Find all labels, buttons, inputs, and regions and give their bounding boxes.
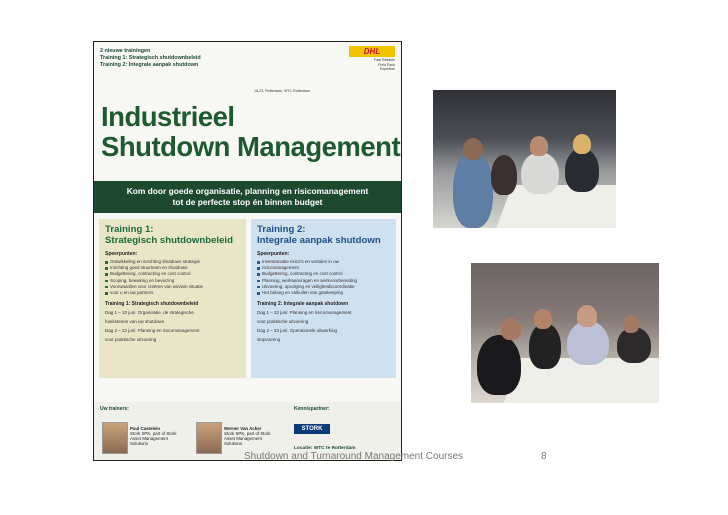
person-head-shape (501, 318, 521, 340)
trainers-label: Uw trainers: (100, 406, 129, 412)
training2-panel (251, 219, 396, 378)
trainer2-photo (196, 422, 222, 454)
slide-footer-text: Shutdown and Turnaround Management Courses (244, 451, 464, 462)
tagline-band (94, 181, 401, 213)
stork-logo: STORK (294, 424, 330, 434)
person-shape (567, 321, 609, 365)
list-item: risicomanagement (257, 265, 390, 271)
trainer1-photo (102, 422, 128, 454)
day-line: Dag 1 – 22 juni: Planning en risicomanagement (257, 310, 352, 316)
brochure-image (93, 41, 402, 461)
list-item: Ontwikkeling en inrichting shutdown strategie (105, 259, 240, 265)
day-line: voor praktische uitvoering (105, 337, 157, 343)
person-shape (521, 152, 559, 194)
training2-schedule-title: Training 2: Integrale aanpak shutdown (257, 301, 349, 308)
person-head-shape (573, 134, 591, 154)
meeting-photo-2 (471, 263, 659, 403)
trainer-name: Paul Castelein (130, 426, 161, 431)
tagline-line: Kom door goede organisatie, planning en risicomanagement (126, 186, 369, 196)
person-head-shape (534, 309, 552, 329)
intro-line: Training 1: Strategisch shutdownbeleid (100, 55, 201, 61)
training1-heading: Training 1: (105, 224, 154, 235)
list-item: Uitvoering, opvolging en veiligheidscoördinatie (257, 284, 390, 290)
meeting-photo-1 (433, 90, 616, 228)
training1-schedule-title: Training 1: Strategisch shutdownbeleid (105, 301, 199, 308)
person-shape (453, 150, 493, 228)
list-item: Inventarisatie risico's en vertalen in uw (257, 259, 390, 265)
training1-points (105, 259, 240, 296)
location-text: Locatie: WTC te Rotterdam (294, 446, 356, 451)
dhl-sub-line: Expertise (380, 67, 395, 71)
person-shape (529, 323, 561, 369)
training2-subheading: Integrale aanpak shutdown (257, 235, 381, 246)
trainer2-info (224, 426, 271, 446)
list-item: voor u en uw partners (105, 290, 240, 296)
training1-subheading: Strategisch shutdownbeleid (105, 235, 233, 246)
day-line: hoekstenen van uw shutdown (105, 319, 165, 325)
day-line: Dag 2 – 23 juni: Operationele uitwerking (257, 328, 338, 334)
list-item: Voorwaarden voor creëren van win/win situatie (105, 284, 240, 290)
day-line: Dag 1 – 10 juni: Organisatie, de strategische (105, 310, 194, 316)
trainer-name: Werner Van Acker (224, 426, 262, 431)
trainer-line: Asset Management (130, 436, 168, 441)
intro-line: 2 nieuwe trainingen (100, 48, 151, 54)
day-line: Dag 2 – 22 juni: Planning en risicomanagement (105, 328, 200, 334)
title-line: Shutdown Management (101, 131, 401, 162)
tagline-line: tot de perfecte stop én binnen budget (172, 197, 323, 207)
dhl-sub-line: Fast Reliable (374, 58, 395, 62)
trainer-line: Solutions (224, 441, 243, 446)
trainer-line: Stork SPK, part of Stork (130, 431, 177, 436)
trainer-line: Solutions (130, 441, 149, 446)
person-shape (477, 335, 521, 395)
brochure-title (101, 102, 401, 162)
list-item: Inrichting goed stuurteam en shutdown (105, 265, 240, 271)
list-item: Budgettering, contracting en cost control (105, 271, 240, 277)
person-shape (565, 148, 599, 192)
day-line: stopvoering (257, 337, 281, 343)
trainer-line: Stork SPK, part of Stork (224, 431, 271, 436)
speerpunten-label: Speerpunten: (257, 251, 290, 257)
person-head-shape (463, 138, 483, 160)
trainer-line: Asset Management (224, 436, 262, 441)
list-item: Planning, werkaanvragen en werkvoorbereiding (257, 278, 390, 284)
person-head-shape (577, 305, 597, 327)
list-item: Budgettering, contracting en cost control (257, 271, 390, 277)
speerpunten-label: Speerpunten: (105, 251, 138, 257)
dhl-logo: DHL (349, 46, 395, 57)
person-head-shape (530, 136, 548, 156)
brochure-meta: 18-23, Rotterdam, WTC Rotterdam (254, 89, 310, 93)
training2-heading: Training 2: (257, 224, 306, 235)
title-line: Industrieel (101, 101, 235, 132)
dhl-subtext (349, 58, 395, 72)
intro-line: Training 2: Integrale aanpak shutdown (100, 62, 199, 68)
list-item: Scoping, bewaking en beviezing (105, 278, 240, 284)
training1-panel (99, 219, 246, 378)
brochure-intro (100, 48, 340, 69)
page-number: 8 (541, 451, 547, 462)
dhl-sub-line: Field Pack (378, 62, 395, 67)
person-shape (491, 155, 517, 195)
day-line: voor praktische uitvoering (257, 319, 309, 325)
trainer1-info (130, 426, 177, 446)
person-head-shape (623, 315, 639, 333)
kennispartner-label: Kennispartner: (294, 406, 330, 412)
list-item: Het belang en valkuilen van gatekeeping (257, 290, 390, 296)
training2-points (257, 259, 390, 296)
